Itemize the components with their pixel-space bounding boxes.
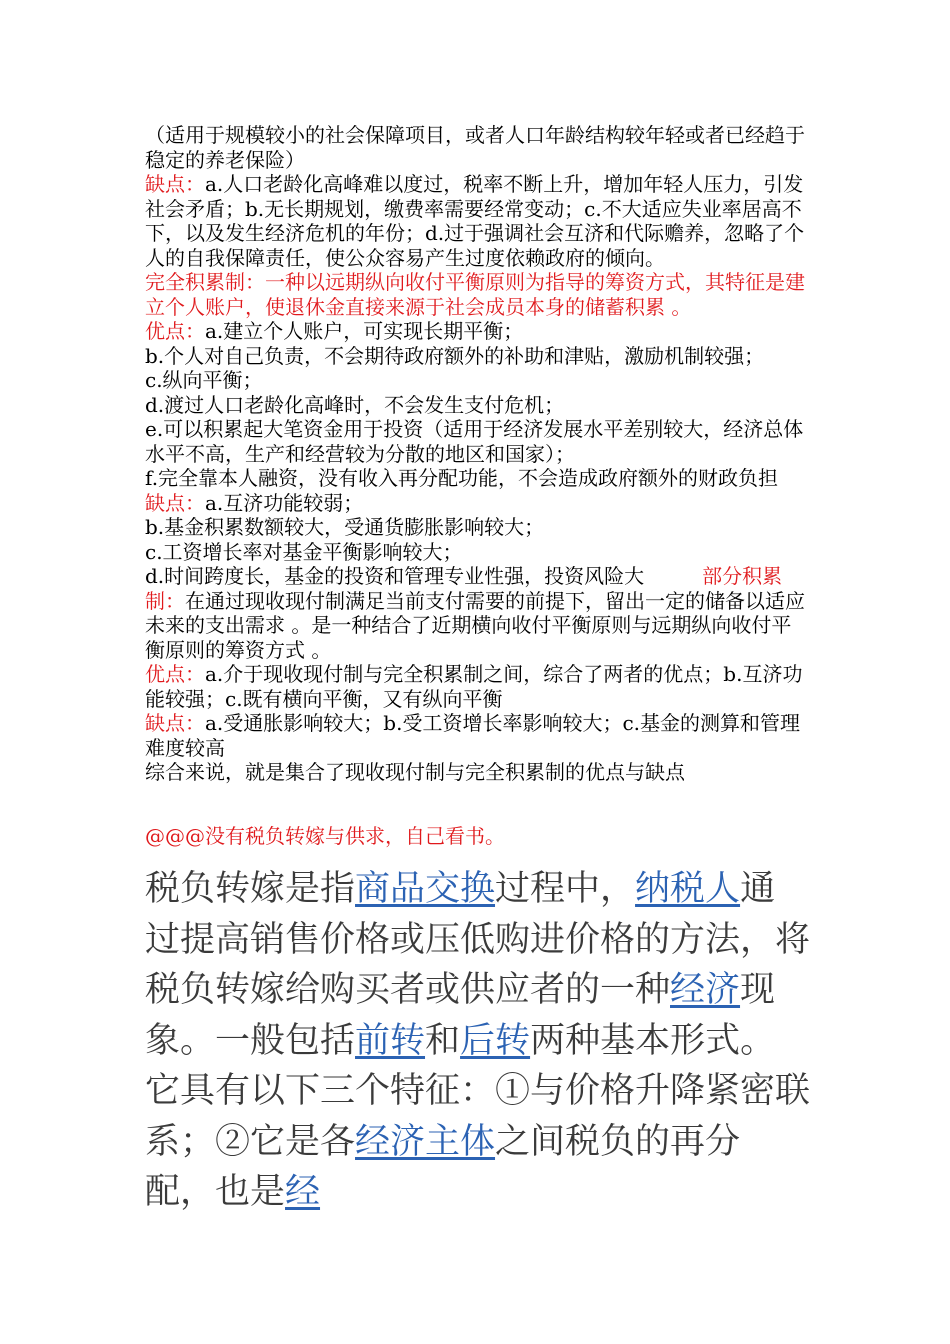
partial-funding-label: 部分积累制：	[145, 564, 783, 613]
link-economic-entity[interactable]: 经济主体	[355, 1121, 496, 1162]
paragraph-advantages-f: f.完全靠本人融资，没有收入再分配功能，不会造成政府额外的财政负担	[145, 466, 779, 490]
text-run: 和	[425, 1020, 461, 1061]
paragraph-applicability: （适用于规模较小的社会保障项目，或者人口年龄结构较年轻或者已经趋于稳定的养老保险）	[145, 123, 805, 172]
paragraph-paygo-disadvantages	[145, 172, 810, 270]
disadvantages-label: 缺点：	[145, 172, 205, 196]
paragraph-partial-disadvantages	[145, 711, 810, 760]
disadvantages-text: a.受通胀影响较大；b.受工资增长率影响较大；c.基金的测算和管理难度较高	[145, 711, 800, 760]
paragraph-advantages-e: e.可以积累起大笔资金用于投资（适用于经济发展水平差别较大，经济总体水平不高，生产和经营较为分散的地区和国家）；	[145, 417, 804, 466]
text-run: 两种基本形式。它具有以下三个特征：①与价格升降紧密联系；②它是各	[145, 1020, 811, 1162]
advantages-text: a.介于现收现付制与完全积累制之间，综合了两者的优点；b.互济功能较强；c.既有横向平衡，又有纵向平衡	[145, 662, 803, 711]
paragraph-advantages-b: b.个人对自己负责，不会期待政府额外的补助和津贴，激励机制较强；	[145, 343, 765, 368]
disadvantages-text: a.互济功能较弱；	[205, 490, 364, 515]
note-self-study: @@@没有税负转嫁与供求，自己看书。	[145, 823, 505, 848]
paragraph-fully-funded-definition: 完全积累制：一种以远期纵向收付平衡原则为指导的筹资方式，其特征是建立个人账户，使退休金直接来源于社会成员本身的储蓄积累 。	[145, 270, 805, 319]
disadvantages-d-text: d.时间跨度长，基金的投资和管理专业性强，投资风险大	[145, 564, 645, 588]
document-page	[145, 123, 810, 1218]
tax-shifting-paragraph	[145, 864, 810, 1218]
link-taxpayer[interactable]: 纳税人	[635, 869, 741, 909]
text-run: 通过提高销售价格或压低购进价格的方法，将税负转嫁给购买者或供应者的一种	[145, 869, 811, 1010]
paragraph-disadvantages-c: c.工资增长率对基金平衡影响较大；	[145, 539, 463, 564]
paragraph-partial-advantages	[145, 662, 810, 711]
text-run: 之间税负的再分配，也是	[145, 1121, 741, 1212]
paragraph-disadvantages-a	[145, 491, 810, 516]
disadvantages-label: 缺点：	[145, 711, 205, 735]
advantages-label: 优点：	[145, 662, 205, 686]
paragraph-partial-funding	[145, 564, 810, 662]
link-backward-shifting[interactable]: 后转	[460, 1020, 531, 1061]
link-forward-shifting[interactable]: 前转	[355, 1020, 426, 1061]
paragraph-summary: 综合来说，就是集合了现收现付制与完全积累制的优点与缺点	[145, 760, 685, 784]
paragraph-advantages-c: c.纵向平衡；	[145, 368, 263, 392]
text-run: 税负转嫁是指	[145, 869, 356, 909]
paragraph-advantages-a	[145, 319, 810, 344]
disadvantages-label: 缺点：	[145, 490, 205, 515]
text-run: 现象。一般包括	[145, 970, 776, 1061]
link-economy-truncated[interactable]: 经	[285, 1172, 321, 1212]
text-run: 过程中，	[495, 869, 636, 909]
disadvantages-text: a.人口老龄化高峰难以度过，税率不断上升，增加年轻人压力，引发社会矛盾；b.无长期规划，缴费率需要经常变动；c.不大适应失业率居高不下，以及发生经济危机的年份；d.过于强调社会互济和代际赡养，忽略了个人的自我保障责任，使公众容易产生过度依赖政府的倾向。	[145, 172, 805, 270]
advantages-label: 优点：	[145, 319, 205, 343]
link-commodity-exchange[interactable]: 商品交换	[355, 869, 496, 909]
advantages-text: a.建立个人账户，可实现长期平衡；	[205, 319, 524, 343]
link-economy[interactable]: 经济	[670, 970, 741, 1010]
paragraph-advantages-d: d.渡过人口老龄化高峰时，不会发生支付危机；	[145, 392, 565, 417]
partial-funding-text: 在通过现收现付制满足当前支付需要的前提下，留出一定的储备以适应未来的支出需求 。是一种结合了近期横向收付平衡原则与远期纵向收付平衡原则的筹资方式 。	[145, 588, 805, 662]
paragraph-disadvantages-b: b.基金积累数额较大，受通货膨胀影响较大；	[145, 515, 545, 539]
